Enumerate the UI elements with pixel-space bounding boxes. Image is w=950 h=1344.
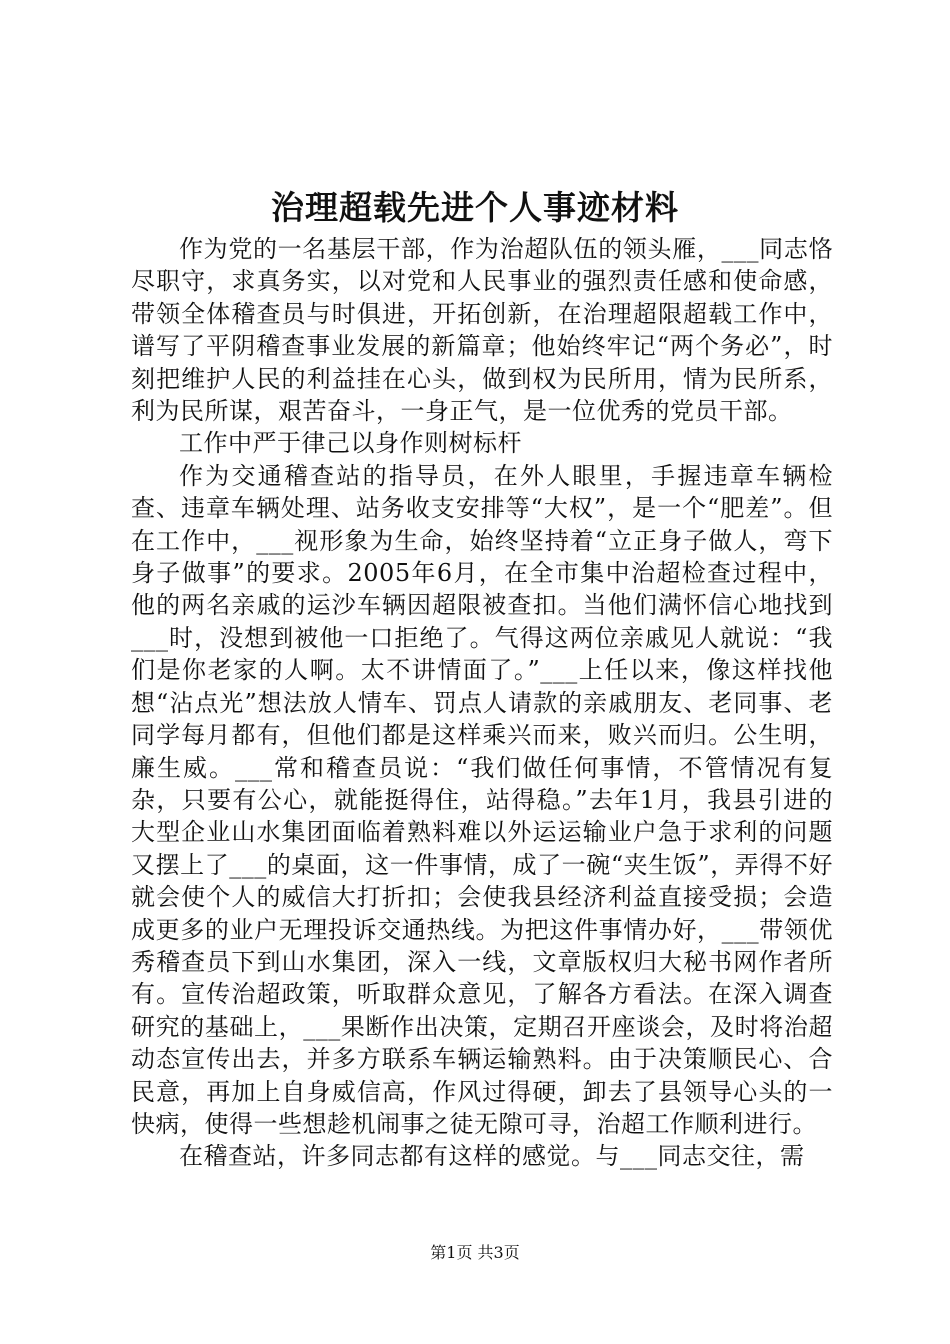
document-body: [131, 233, 833, 1173]
document-title: 治理超载先进个人事迹材料: [271, 188, 679, 227]
page-number-footer: 第1页 共3页: [430, 1243, 520, 1262]
paragraph-main: 作为交通稽查站的指导员，在外人眼里，手握违章车辆检查、违章车辆处理、站务收支安排等“大权”，是一个“肥差”。但在工作中，___视形象为生命，始终坚持着“立正身子做人，弯下身子做事”的要求。2005年6月，在全市集中治超检查过程中，他的两名亲戚的运沙车辆因超限被查扣。当他们满怀信心地找到___时，没想到被他一口拒绝了。气得这两位亲戚见人就说：“我们是你老家的人啊。太不讲情面了。”___上任以来，像这样找他想“沾点光”想法放人情车、罚点人请款的亲戚朋友、老同事、老同学每月都有，但他们都是这样乘兴而来，败兴而归。公生明，廉生威。___常和稽查员说：“我们做任何事情，不管情况有复杂，只要有公心，就能挺得住，站得稳。”去年1月，我县引进的大型企业山水集团面临着熟料难以外运运输业户急于求利的问题又摆上了___的桌面，这一件事情，成了一碗“夹生饭”，弄得不好就会使个人的威信大打折扣；会使我县经济利益直接受损；会造成更多的业户无理投诉交通热线。为把这件事情办好，___带领优秀稽查员下到山水集团，深入一线，文章版权归大秘书网作者所有。宣传治超政策，听取群众意见，了解各方看法。在深入调查研究的基础上，___果断作出决策，定期召开座谈会，及时将治超动态宣传出去，并多方联系车辆运输熟料。由于决策顺民心、合民意，再加上自身威信高，作风过得硬，卸去了县领导心头的一快病，使得一些想趁机闹事之徒无隙可寻，治超工作顺利进行。: [131, 461, 833, 1138]
paragraph-continued: 在稽查站，许多同志都有这样的感觉。与___同志交往，需: [179, 1142, 805, 1171]
paragraph-intro: 作为党的一名基层干部，作为治超队伍的领头雁，___同志恪尽职守，求真务实，以对党和人民事业的强烈责任感和使命感，带领全体稽查员与时俱进，开拓创新，在治理超限超载工作中，谱写了平阴稽查事业发展的新篇章；他始终牢记“两个务必”，时刻把维护人民的利益挂在心头，做到权为民所用，情为民所系，利为民所谋，艰苦奋斗，一身正气，是一位优秀的党员干部。: [131, 235, 833, 426]
section-heading: 工作中严于律己以身作则树标杆: [179, 429, 522, 458]
